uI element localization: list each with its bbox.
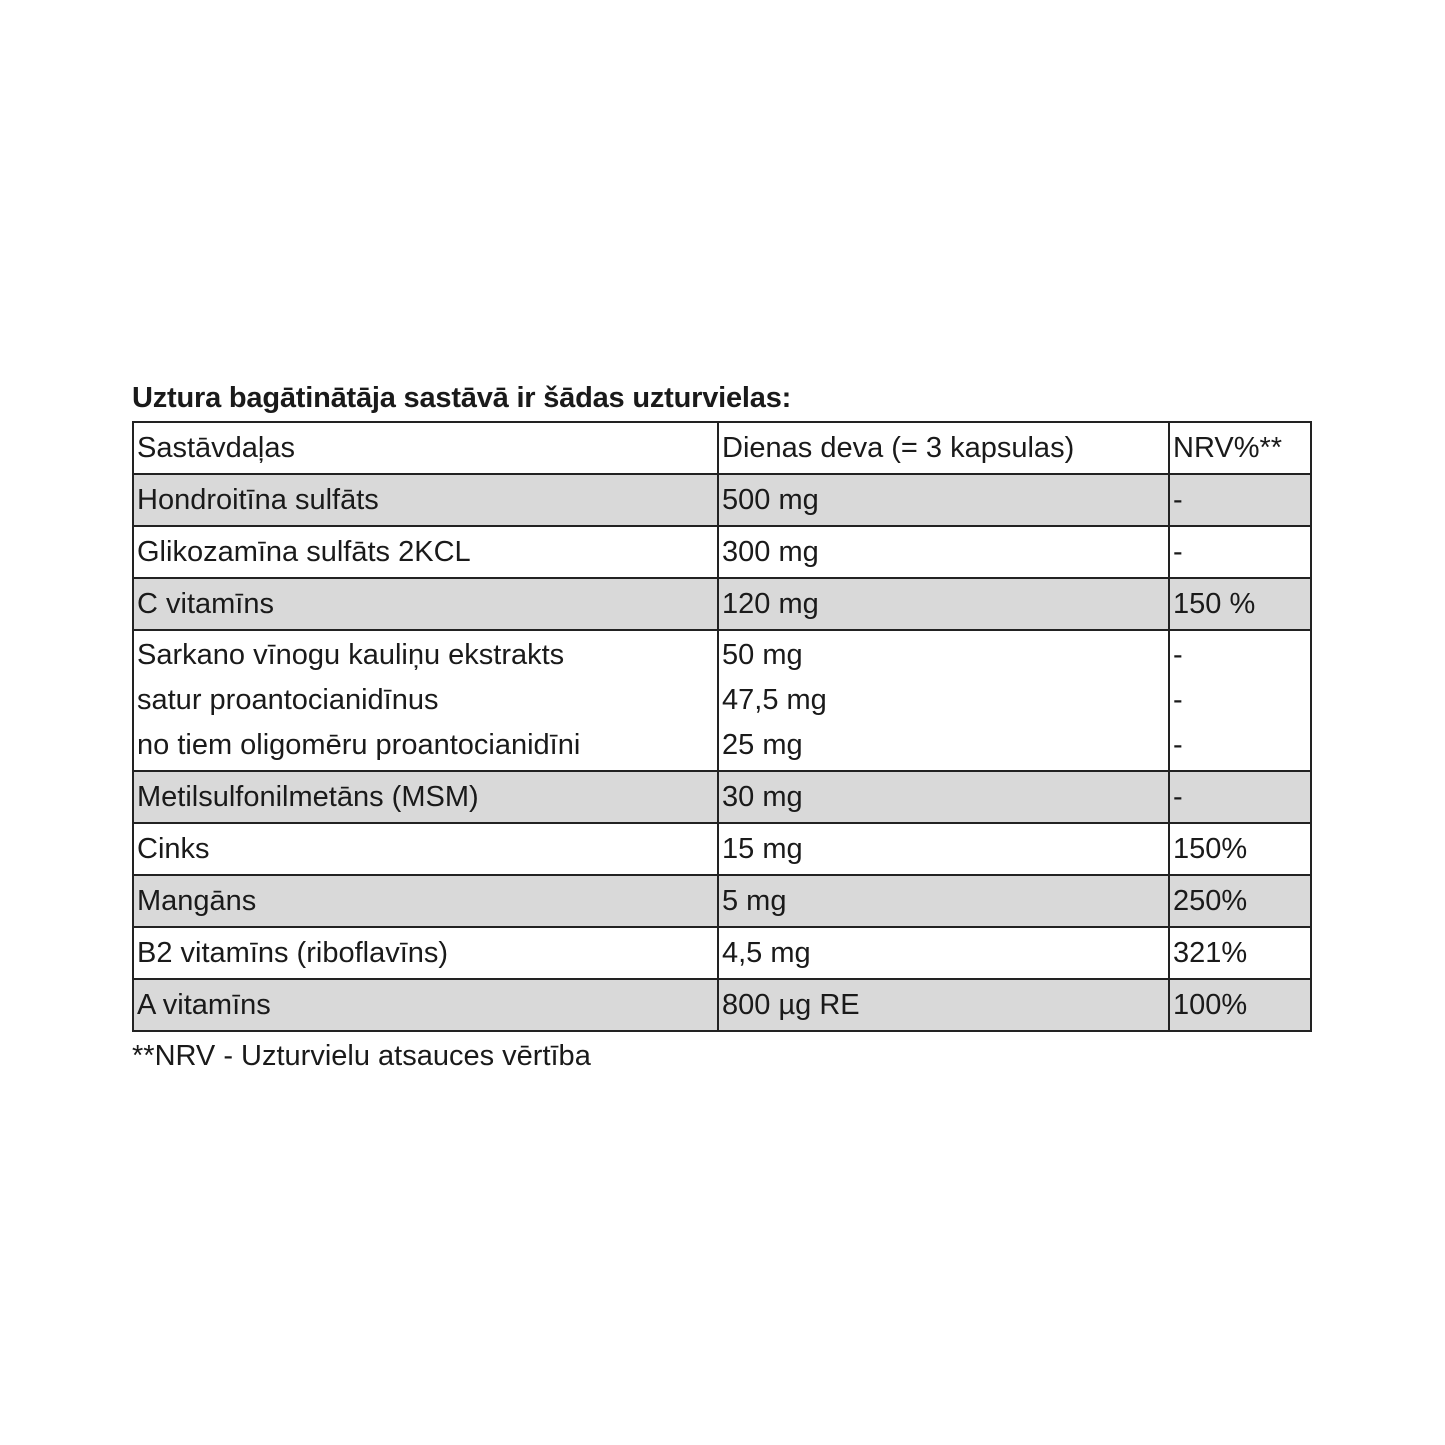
ingredient-cell: Hondroitīna sulfāts xyxy=(133,474,718,526)
ingredient-cell: Metilsulfonilmetāns (MSM) xyxy=(133,771,718,823)
nrv-cell: - xyxy=(1169,771,1311,823)
nrv-cell: - xyxy=(1169,474,1311,526)
header-nrv: NRV%** xyxy=(1169,422,1311,474)
ingredient-cell: Cinks xyxy=(133,823,718,875)
ingredient-cell: Mangāns xyxy=(133,875,718,927)
ingredient-cell: C vitamīns xyxy=(133,578,718,630)
dose-cell: 500 mg xyxy=(718,474,1169,526)
nutrition-table xyxy=(132,421,1312,1032)
document-title: Uztura bagātinātāja sastāvā ir šādas uzturvielas: xyxy=(132,382,792,414)
table-row xyxy=(133,771,1311,823)
nrv-line: - xyxy=(1173,729,1183,761)
nrv-cell: - xyxy=(1169,526,1311,578)
dose-cell: 4,5 mg xyxy=(718,927,1169,979)
ingredient-line: Sarkano vīnogu kauliņu ekstrakts xyxy=(137,639,565,671)
table-header-row xyxy=(133,422,1311,474)
nrv-line: - xyxy=(1173,684,1183,716)
dose-cell: 300 mg xyxy=(718,526,1169,578)
table-row-multiline xyxy=(133,630,1311,771)
ingredient-cell xyxy=(133,630,718,771)
dose-line: 25 mg xyxy=(722,729,803,761)
header-daily-dose: Dienas deva (= 3 kapsulas) xyxy=(718,422,1169,474)
nrv-cell: 150% xyxy=(1169,823,1311,875)
nrv-cell: 321% xyxy=(1169,927,1311,979)
ingredient-line: satur proantocianidīnus xyxy=(137,684,439,716)
footnote: **NRV - Uzturvielu atsauces vērtība xyxy=(132,1040,591,1072)
nrv-cell: 100% xyxy=(1169,979,1311,1031)
ingredient-cell: Glikozamīna sulfāts 2KCL xyxy=(133,526,718,578)
dose-cell xyxy=(718,630,1169,771)
nutrition-document xyxy=(132,378,1304,1078)
ingredient-cell: B2 vitamīns (riboflavīns) xyxy=(133,927,718,979)
header-ingredients: Sastāvdaļas xyxy=(133,422,718,474)
dose-cell: 30 mg xyxy=(718,771,1169,823)
table-row xyxy=(133,578,1311,630)
dose-cell: 800 µg RE xyxy=(718,979,1169,1031)
table-row xyxy=(133,823,1311,875)
dose-cell: 5 mg xyxy=(718,875,1169,927)
table-row xyxy=(133,526,1311,578)
dose-cell: 15 mg xyxy=(718,823,1169,875)
dose-cell: 120 mg xyxy=(718,578,1169,630)
nrv-cell xyxy=(1169,630,1311,771)
table-row xyxy=(133,875,1311,927)
table-row xyxy=(133,927,1311,979)
nrv-cell: 250% xyxy=(1169,875,1311,927)
table-row xyxy=(133,979,1311,1031)
dose-line: 50 mg xyxy=(722,639,803,671)
table-row xyxy=(133,474,1311,526)
ingredient-line: no tiem oligomēru proantocianidīni xyxy=(137,729,581,761)
nrv-cell: 150 % xyxy=(1169,578,1311,630)
nrv-line: - xyxy=(1173,639,1183,671)
ingredient-cell: A vitamīns xyxy=(133,979,718,1031)
dose-line: 47,5 mg xyxy=(722,684,827,716)
